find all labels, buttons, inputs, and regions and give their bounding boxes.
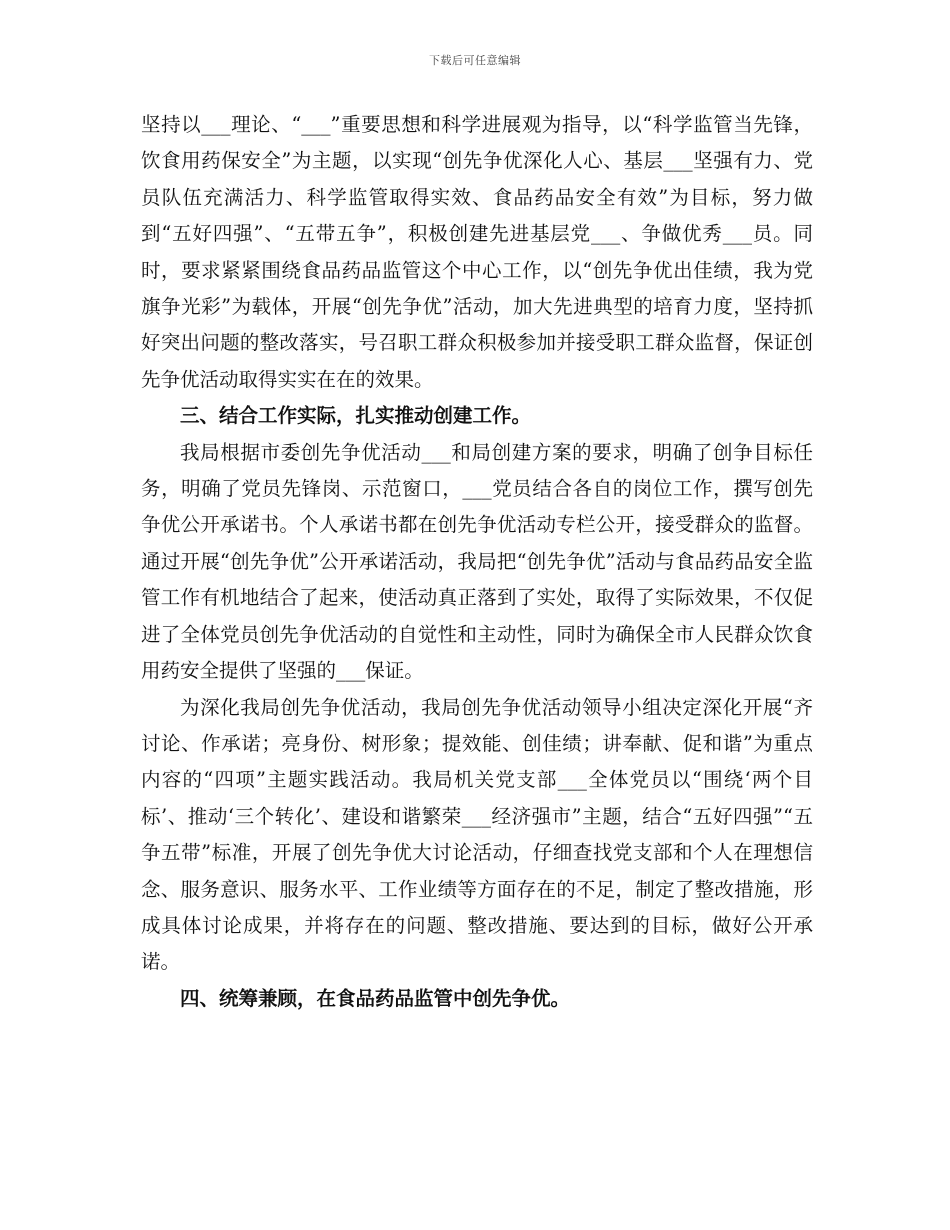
paragraph-commitment: 我局根据市委创先争优活动___和局创建方案的要求，明确了创争目标任务，明确了党员先锋岗、示范窗口，___党员结合各自的岗位工作，撰写创先争优公开承诺书。个人承诺书都在创先争优活动专栏公开，接受群众的监督。通过开展“创先争优”公开承诺活动，我局把“创先争优”活动与食品药品安全监管工作有机地结合了起来，使活动真正落到了实处，取得了实际效果，不仅促进了全体党员创先争优活动的自觉性和主动性，同时为确保全市人民群众饮食用药安全提供了坚强的___保证。 — [141, 440, 813, 683]
document-body — [141, 107, 813, 1017]
section-heading-4: 四、统筹兼顾，在食品药品监管中创先争优。 — [180, 986, 571, 1010]
page-header: 下载后可任意编辑 — [429, 54, 521, 67]
paragraph-continuation: 坚持以___理论、“___”重要思想和科学进展观为指导，以“科学监管当先锋，饮食用药保安全”为主题，以实现“创先争优深化人心、基层___坚强有力、党员队伍充满活力、科学监管取得实效、食品药品安全有效”为目标，努力做到“五好四强”、“五带五争”，积极创建先进基层党___、争做优秀___员。同时，要求紧紧围绕食品药品监管这个中心工作，以“创先争优出佳绩，我为党旗争光彩”为载体，开展“创先争优”活动，加大先进典型的培育力度，坚持抓好突出问题的整改落实，号召职工群众积极参加并接受职工群众监督，保证创先争优活动取得实实在在的效果。 — [141, 113, 813, 391]
section-heading-3: 三、结合工作实际，扎实推动创建工作。 — [180, 404, 532, 428]
paragraph-theme-activities: 为深化我局创先争优活动，我局创先争优活动领导小组决定深化开展“齐讨论、作承诺；亮身份、树形象；提效能、创佳绩；讲奉献、促和谐”为重点内容的“四项”主题实践活动。我局机关党支部___全体党员以“围绕‘两个目标’、推动‘三个转化’、建设和谐繁荣___经济强市”主题，结合“五好四强”“五争五带”标准，开展了创先争优大讨论活动，仔细查找党支部和个人在理想信念、服务意识、服务水平、工作业绩等方面存在的不足，制定了整改措施，形成具体讨论成果，并将存在的问题、整改措施、要达到的目标，做好公开承诺。 — [141, 695, 813, 974]
